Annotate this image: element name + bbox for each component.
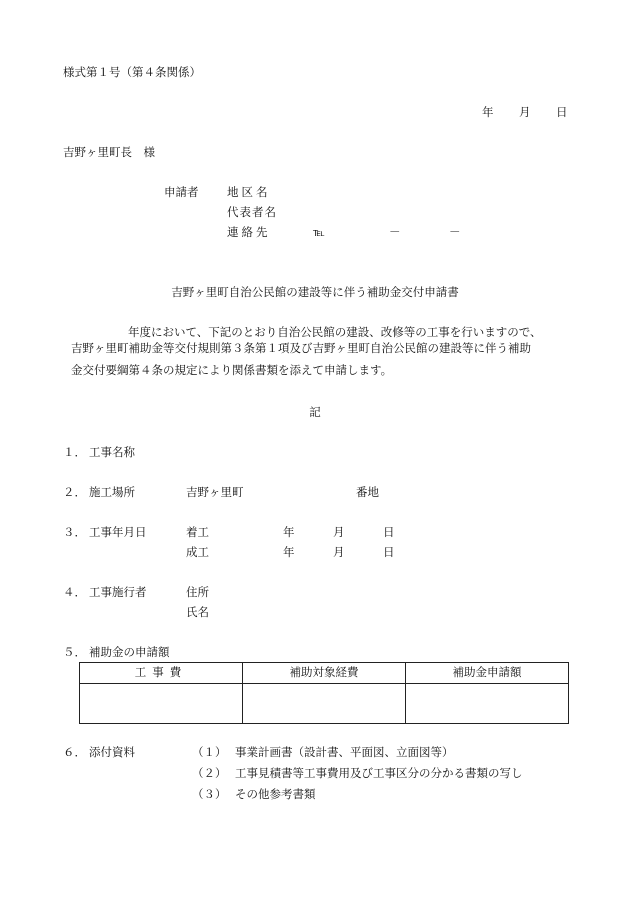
start-label: 着工 <box>186 525 209 539</box>
applicant-label: 申請者 <box>164 185 199 199</box>
phone-dash: － <box>449 225 461 239</box>
item-number: ４． <box>63 585 86 599</box>
start-month-label: 月 <box>333 525 345 539</box>
location-label: 施工場所 <box>89 485 135 499</box>
attachment-number: （１） <box>192 745 227 759</box>
contact-label: 連絡先 <box>227 225 271 239</box>
table-header-row <box>80 663 569 684</box>
item-number: ３． <box>63 525 86 539</box>
amount-table <box>79 662 569 724</box>
attachment-item: その他参考書類 <box>235 787 316 801</box>
contractor-label: 工事施行者 <box>89 585 147 599</box>
end-day-label: 日 <box>383 545 395 559</box>
date-year-label: 年 <box>482 105 494 119</box>
phone-dash: － <box>389 225 401 239</box>
subsidy-request-cell[interactable] <box>406 684 569 724</box>
subsidy-request-header: 補助金申請額 <box>406 663 569 684</box>
construction-date-label: 工事年月日 <box>89 525 147 539</box>
attachments-label: 添付資料 <box>89 745 135 759</box>
end-month-label: 月 <box>333 545 345 559</box>
date-month-label: 月 <box>519 105 531 119</box>
representative-label: 代表者名 <box>227 205 277 219</box>
document-title: 吉野ヶ里町自治公民館の建設等に伴う補助金交付申請書 <box>171 285 459 299</box>
start-day-label: 日 <box>383 525 395 539</box>
start-year-label: 年 <box>283 525 295 539</box>
end-year-label: 年 <box>283 545 295 559</box>
ki-heading: 記 <box>309 405 321 419</box>
attachment-item: 工事見積書等工事費用及び工事区分の分かる書類の写し <box>235 766 523 780</box>
address-label: 住所 <box>186 585 209 599</box>
construction-cost-header: 工事費 <box>80 663 243 684</box>
attachment-number: （２） <box>192 766 227 780</box>
addressee: 吉野ヶ里町長 様 <box>63 145 155 159</box>
item-number: ６． <box>63 745 86 759</box>
name-label: 氏名 <box>186 605 209 619</box>
construction-cost-cell[interactable] <box>80 684 243 724</box>
item-number: ５． <box>63 645 86 659</box>
town-name: 吉野ヶ里町 <box>186 485 244 499</box>
item-number: １． <box>63 445 86 459</box>
area-name-label: 地区名 <box>227 185 271 199</box>
item-number: ２． <box>63 485 86 499</box>
form-number: 様式第１号（第４条関係） <box>63 65 201 79</box>
body-line: 年度において、下記のとおり自治公民館の建設、改修等の工事を行いますので、 <box>128 325 542 339</box>
subsidy-amount-label: 補助金の申請額 <box>89 645 170 659</box>
construction-name-label: 工事名称 <box>89 445 135 459</box>
date-day-label: 日 <box>556 105 568 119</box>
eligible-cost-header: 補助対象経費 <box>243 663 406 684</box>
tel-icon: ℡ <box>313 226 325 239</box>
attachment-item: 事業計画書（設計書、平面図、立面図等） <box>235 745 454 759</box>
body-line: 金交付要綱第４条の規定により関係書類を添えて申請します。 <box>71 363 393 377</box>
attachment-number: （３） <box>192 787 227 801</box>
body-line: 吉野ヶ里町補助金等交付規則第３条第１項及び吉野ヶ里町自治公民館の建設等に伴う補助 <box>71 341 531 355</box>
table-row <box>80 684 569 724</box>
lot-number-label: 番地 <box>356 485 379 499</box>
completion-label: 成工 <box>186 545 209 559</box>
eligible-cost-cell[interactable] <box>243 684 406 724</box>
